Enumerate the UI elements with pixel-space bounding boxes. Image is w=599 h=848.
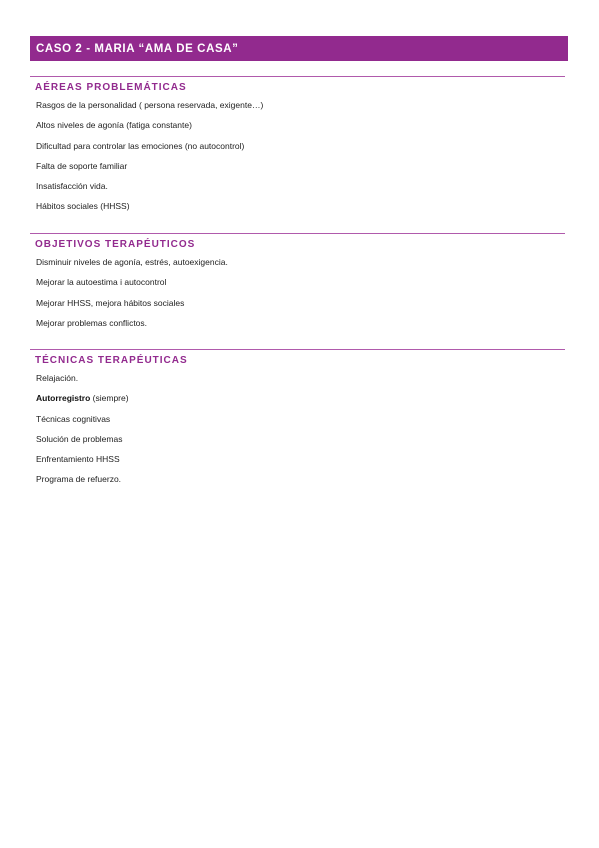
list-item: Programa de refuerzo. <box>36 474 122 485</box>
term-note: (siempre) <box>90 393 129 404</box>
section-heading: TÉCNICAS TERAPÉUTICAS <box>35 355 188 366</box>
problem-areas-list <box>30 99 565 221</box>
list-item: Técnicas cognitivas <box>36 413 111 424</box>
case-title-bar <box>30 36 568 61</box>
list-item: Dificultad para controlar las emociones (no autocontrol) <box>36 140 245 151</box>
section-problem-areas <box>30 76 565 221</box>
list-item: Disminuir niveles de agonía, estrés, autoexigencia. <box>36 257 228 267</box>
section-divider <box>30 349 565 350</box>
list-item: Mejorar HHSS, mejora hábitos sociales <box>36 297 185 308</box>
list-item: Falta de soporte familiar <box>36 160 128 171</box>
case-title: CASO 2 - MARIA “AMA DE CASA” <box>36 42 239 55</box>
list-item: Mejorar problemas conflictos. <box>36 317 148 328</box>
list-item: Hábitos sociales (HHSS) <box>36 201 130 212</box>
section-heading: OBJETIVOS TERAPÉUTICOS <box>35 239 196 250</box>
section-divider <box>30 76 565 77</box>
list-item: Mejorar la autoestima i autocontrol <box>36 277 167 288</box>
list-item: Relajación. <box>36 373 79 383</box>
list-item: Altos niveles de agonía (fatiga constante) <box>36 120 192 131</box>
list-item: Solución de problemas <box>36 433 123 444</box>
techniques-list <box>30 372 565 494</box>
objectives-list <box>30 256 565 337</box>
section-divider <box>30 233 565 234</box>
section-therapeutic-techniques <box>30 349 565 494</box>
section-heading: AÉREAS PROBLEMÁTICAS <box>35 82 187 93</box>
list-item: Insatisfacción vida. <box>36 181 108 192</box>
list-item-autorregistro <box>30 392 565 412</box>
section-therapeutic-objectives <box>30 233 565 337</box>
list-item: Rasgos de la personalidad ( persona reservada, exigente…) <box>36 100 264 110</box>
emphasized-term: Autorregistro <box>36 393 91 404</box>
list-item: Enfrentamiento HHSS <box>36 454 120 465</box>
